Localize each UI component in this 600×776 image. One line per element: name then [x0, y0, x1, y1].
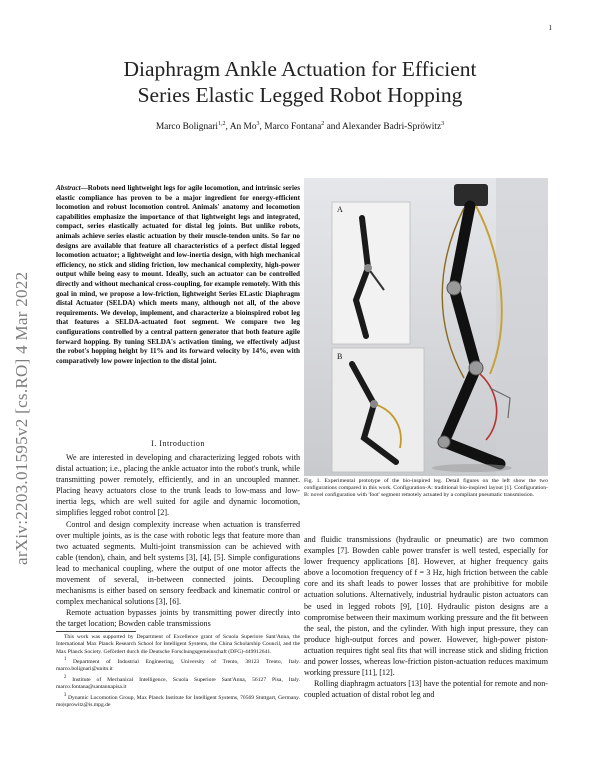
author-1: Marco Bolignari$^{1,2}$: [155, 121, 226, 133]
inset-b-label: B: [337, 352, 343, 361]
robot-leg-illustration: [304, 178, 548, 476]
figure-robot-leg-photo: [304, 178, 548, 476]
section-heading: I. Introduction: [151, 439, 205, 448]
right-column: [304, 534, 548, 700]
arxiv-stamp: arXiv:2203.01595v2 [cs.RO] 4 Mar 2022: [12, 271, 31, 565]
intro-paragraph-3: Remote actuation bypasses joints by transmitting power directly into the target location; Bowden cable transmissions: [56, 608, 300, 629]
footnotes: [56, 634, 300, 709]
footnote-funding: This work was supported by Department of Excellence grant of Scuola Superiore Sant'Anna, the International Max Planck Research School for Intelligent Systems, the China Scholarship Council, and the Max Planck Society. Gefördert durch die Deutsche Forschungsgemeinschaft (DFG)-449912641.: [56, 634, 300, 655]
title-line-2: Series Elastic Legged Robot Hopping: [137, 83, 463, 107]
right-paragraph-1: and fluidic transmissions (hydraulic or pneumatic) are two common examples [7]. Bowden cable power transfer is well tested, especially for lower frequency applications [8]. However, at higher frequency gaits above a locomotion frequency of f = 3 Hz, high friction between the cable core and its shaft leads to power losses that are prohibitive for mobile actuation solutions. Alternatively, industrial hydraulic piston actuators can be used in legged robots [9], [10]. Hydraulic piston designs are a compromise between their maximum working pressure and the fit between the seal, the piston, and the cylinder. With high input pressure, they can produce high-output forces and power. However, high-power piston-actuation requires tight seal fits that will increase stick and sliding friction and power losses, whereas low-friction piston-actuation reduces maximum working pressure [11], [12].: [304, 535, 548, 678]
title-line-1: Diaphragm Ankle Actuation for Efficient: [123, 57, 477, 81]
right-paragraph-2: Rolling diaphragm actuators [13] have the potential for remote and non-coupled actuation of distal robot leg and: [304, 679, 548, 700]
inset-a-label: A: [337, 205, 343, 214]
caption-text: Experimental prototype of the bio-inspired leg. Detail figures on the left show the two configurations compared in this work. Configuration-A: traditional bio-inspired layout [1]. Configuration-B: novel configuration with 'foot' segment remotely actuated by a compliant pneumatic transmission.: [304, 478, 549, 499]
footnote-rule: [56, 631, 136, 632]
intro-paragraph-1: We are interested in developing and characterizing legged robots with distal actuation; i.e., placing the ankle actuator into the robot's trunk, while transmitting power remotely, efficiently, and in an uncoupled manner. Placing heavy actuators close to the trunk leads to low-mass and low-inertia legs, which are well suited for agile and dynamic locomotion, simplifies legged robot control [2].: [56, 453, 300, 518]
author-2: An Mo$^3$: [229, 121, 260, 133]
page-number: 1: [548, 24, 552, 32]
abstract-label: Abstract: [56, 184, 81, 192]
footnote-3: $^3$ Dynamic Locomotion Group, Max Planck Institute for Intelligent Systems, 70569 Stuttgart, Germany. mo|sprowitz@is.mpg.de: [56, 692, 300, 708]
inset-b: [332, 348, 424, 472]
footnote-1: $^1$ Department of Industrial Engineering, University of Trento, 38123 Trento, Italy. marco.bolignari@unitn.it: [56, 657, 300, 673]
author-4: Alexander Badri-Spröwitz$^3$: [341, 121, 445, 133]
intro-column: [56, 452, 300, 630]
abstract: [56, 184, 300, 366]
author-3: Marco Fontana$^2$: [264, 121, 325, 133]
author-list: Marco Bolignari$^{1,2}$, An Mo$^3$, Marco Fontana$^2$ and Alexander Badri-Spröwitz$^3$: [155, 121, 445, 133]
footnote-2: $^2$ Institute of Mechanical Intelligence, Scuola Superiore Sant'Anna, 56127 Pisa, Italy. marco.fontana@santannapisa.it: [56, 674, 300, 691]
paper-title: [60, 56, 540, 108]
abstract-text: —Robots need lightweight legs for agile locomotion, and intrinsic series elastic compliance has proven to be a major ingredient for energy-efficient locomotion and robust locomotion control. Animals' anatomy and locomotion capabilities emphasize the importance of that lightweight legs and integrated, compact, series elastically actuated for distal leg joints. But unlike robots, animals achieve series elastic actuation by their muscle-tendon units. So far no designs are available that feature all characteristics of a perfect distal legged locomotion actuator; a lightweight and low-inertia design, with high mechanical efficiency, no stick and sliding friction, low mechanical complexity, high-power output while being easy to mount. Ideally, such an actuator can be controlled directly and without mechanical cross-coupling, for example remotely. With this goal in mind, we propose a low-friction, lightweight Series ELastic Diaphragm distal Actuator (SELDA) which meets many, although not all, of the above requirements. We develop, implement, and characterize a bioinspired robot leg that features a SELDA-actuated foot segment. We compare two leg configurations controlled by a central pattern generator that both feature agile forward hopping. By tuning SELDA's activation timing, we effectively adjust the robot's hopping height by 11% and its forward velocity by 14%, even with comparatively low power injection to the distal joint.: [56, 184, 300, 365]
intro-paragraph-2: Control and design complexity increase when actuation is transferred over multiple joints, as is the case with robotic legs that feature more than two actuated segments. Multi-joint transmission can be achieved with cable (tendon), chain, and belt systems [3], [4], [5]. Simple configurations lead to mechanical coupling, where the output of one motor affects the movement of several, in-between connected joints. Decoupling mechanisms is either based on sensory feedback and kinematic control or complex mechanical solutions [3], [6].: [56, 519, 300, 607]
caption-label: Fig. 1.: [304, 478, 321, 484]
figure-caption: [304, 478, 548, 500]
